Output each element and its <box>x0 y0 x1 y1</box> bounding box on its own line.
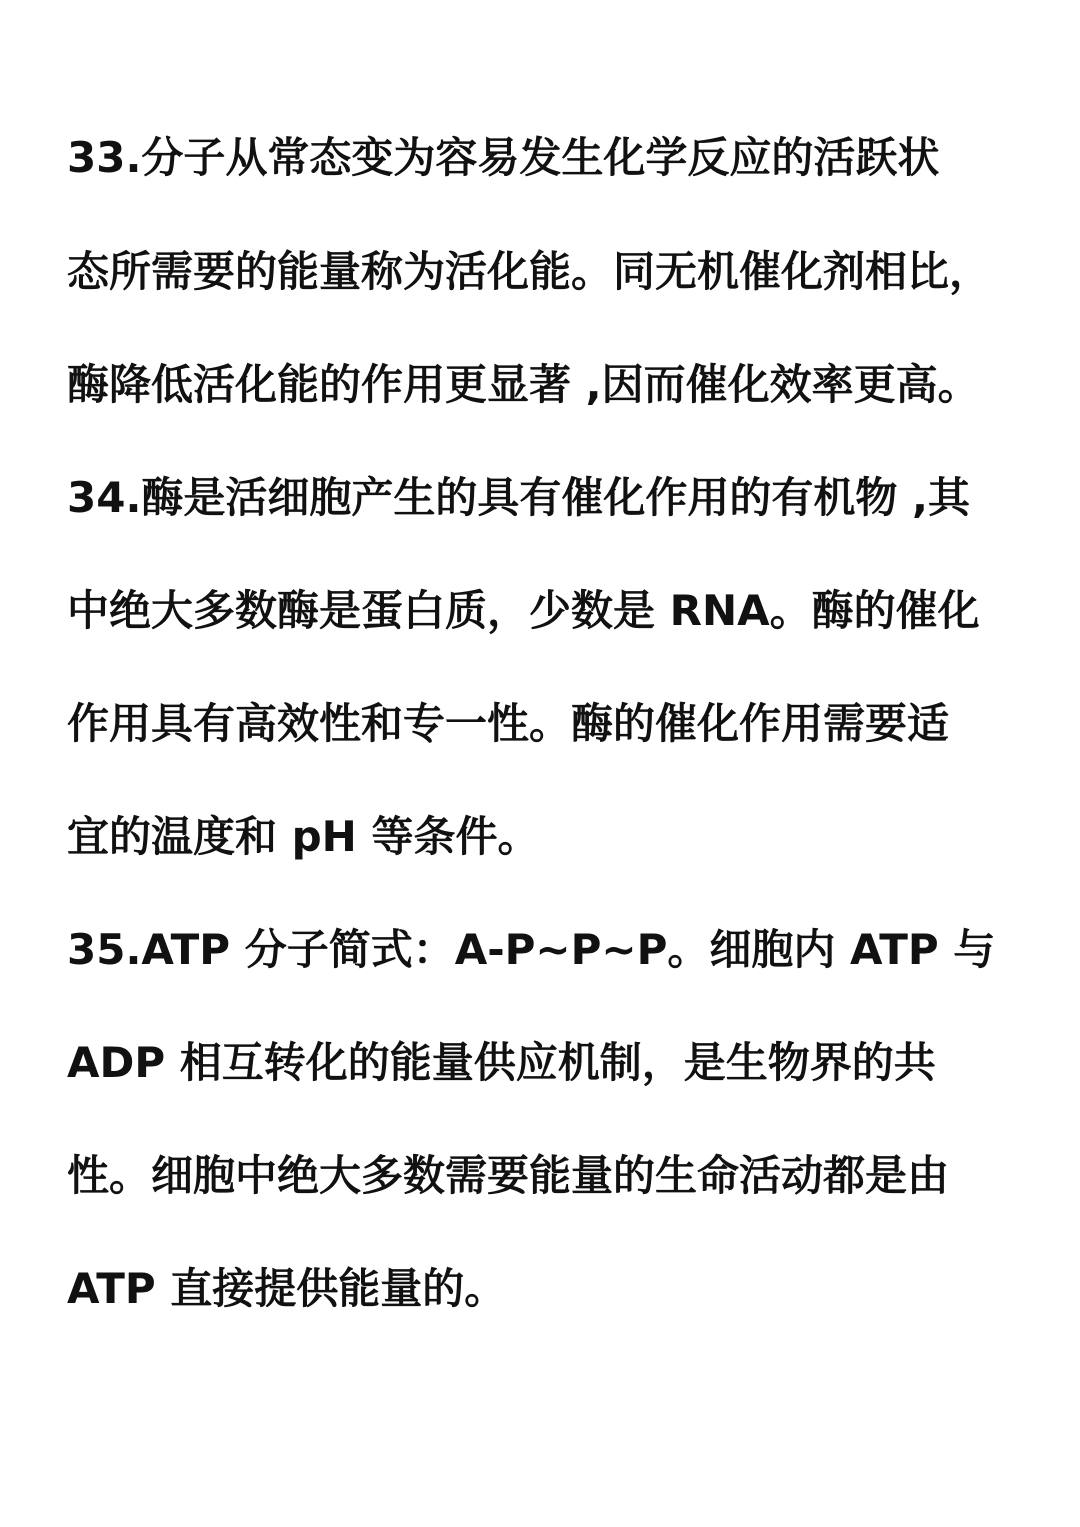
item-34-line-1: 34.酶是活细胞产生的具有催化作用的有机物 ,其 <box>67 473 970 522</box>
item-35-line-3: 性。细胞中绝大多数需要能量的生命活动都是由 <box>67 1151 950 1200</box>
item-33-line-2: 态所需要的能量称为活化能。同无机催化剂相比， <box>67 247 992 296</box>
item-34-line-3: 作用具有高效性和专一性。酶的催化作用需要适 <box>67 699 950 748</box>
item-34-line-4: 宜的温度和 pH 等条件。 <box>67 812 540 861</box>
item-33-line-1: 33.分子从常态变为容易发生化学反应的活跃状 <box>67 133 940 182</box>
item-33-line-3: 酶降低活化能的作用更显著 ,因而催化效率更高。 <box>67 360 980 409</box>
item-35-line-1: 35.ATP 分子简式：A-P~P~P。细胞内 ATP 与 <box>67 925 996 974</box>
item-35-line-4: ATP 直接提供能量的。 <box>67 1264 507 1313</box>
item-35-line-2: ADP 相互转化的能量供应机制，是生物界的共 <box>67 1038 936 1087</box>
item-34-line-2: 中绝大多数酶是蛋白质，少数是 RNA。酶的催化 <box>67 586 980 635</box>
